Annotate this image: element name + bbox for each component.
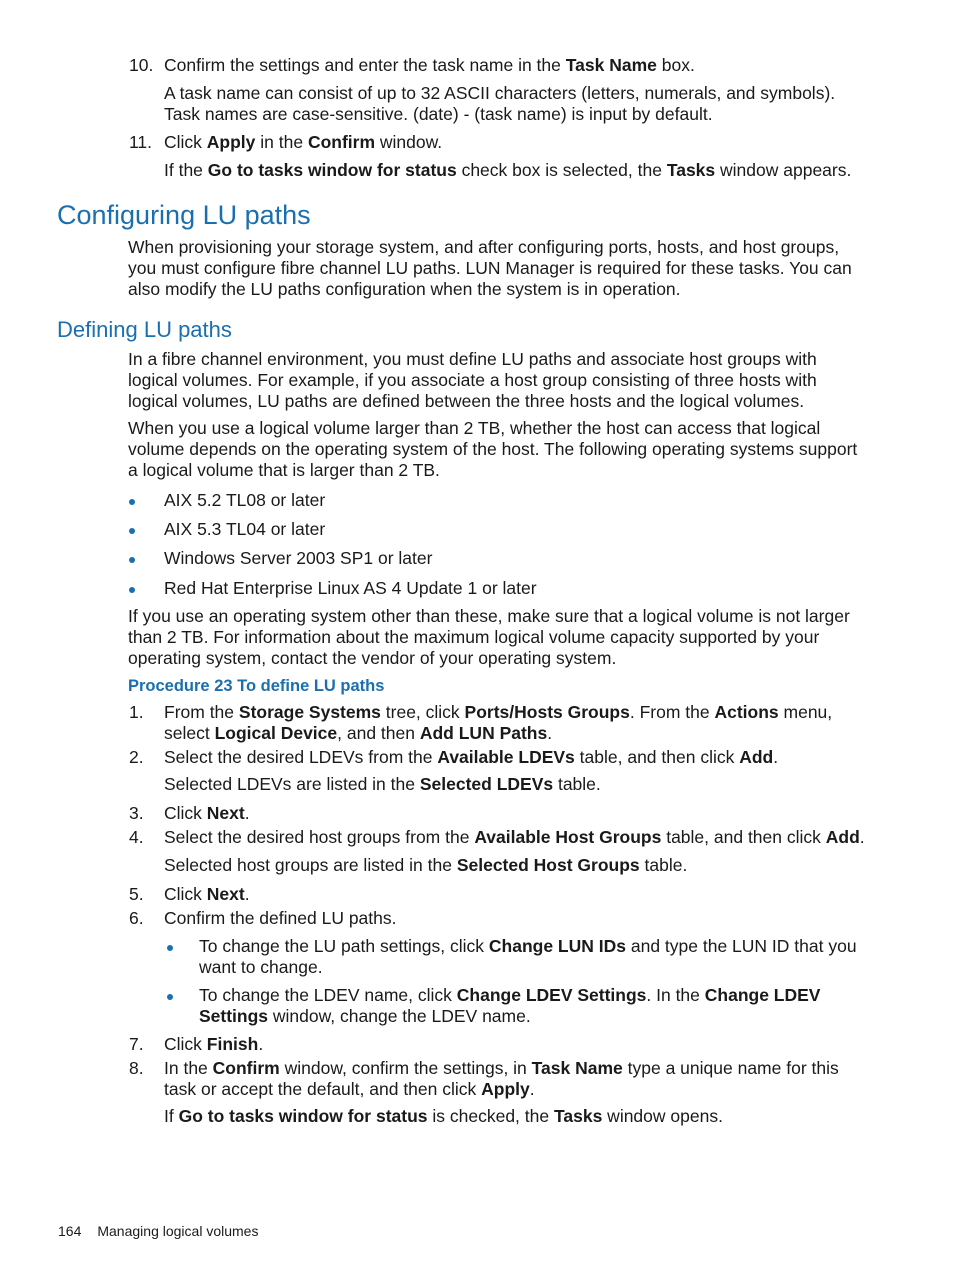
step-number: 6. bbox=[129, 908, 144, 928]
bullet-icon bbox=[129, 499, 135, 505]
subsection-heading: Defining LU paths bbox=[57, 317, 232, 342]
procedure-step-4-note: Selected host groups are listed in the Selected Host Groups table. bbox=[164, 855, 688, 875]
procedure-title: Procedure 23 To define LU paths bbox=[128, 677, 385, 695]
step-number: 2. bbox=[129, 747, 144, 767]
step-10-note: A task name can consist of up to 32 ASCII characters (letters, numerals, and symbols). Task names are case-sensitive. (date) - (task name) is input by default. bbox=[164, 83, 836, 124]
section-heading: Configuring LU paths bbox=[57, 200, 311, 230]
step-number: 7. bbox=[129, 1034, 144, 1054]
footer-section-title: Managing logical volumes bbox=[97, 1223, 259, 1239]
paragraph-2: When you use a logical volume larger than 2 TB, whether the host can access that logical volume depends on the operating system of the host. The following operating systems support a logical volume that is larger than 2 TB. bbox=[128, 418, 858, 480]
page-footer bbox=[58, 1222, 258, 1240]
step-number: 5. bbox=[129, 884, 144, 904]
bullet-icon bbox=[167, 945, 173, 951]
paragraph-3: If you use an operating system other than these, make sure that a logical volume is not larger than 2 TB. For information about the maximum logical volume capacity supported by your operating system, contact the vendor of your operating system. bbox=[128, 606, 850, 668]
paragraph-1: In a fibre channel environment, you must define LU paths and associate host groups with logical volumes. For example, if you associate a host group consisting of three hosts with logical volumes, LU paths are defined between the three hosts and the logical volumes. bbox=[128, 349, 817, 411]
step-number: 11. bbox=[129, 132, 153, 152]
bullet-icon bbox=[129, 557, 135, 563]
step-number: 4. bbox=[129, 827, 144, 847]
document-page: 10. Confirm the settings and enter the task name in the Task Name box. A task name can consist of up to 32 ASCII characters (letters, numerals, and symbols). Task names are case-sensitive. (date) - (task name) is input by default. 11. Click Apply in the Confirm window. If the Go to tasks window for status check box is selected, the Tasks window appears. Configuring LU paths When provisioning your storage system, and after configuring ports, hosts, and host groups, you must configure fibre channel LU paths. LUN Manager is required for these tasks. You can also modify the LU paths configuration when the system is in operation. Defining LU paths In a fibre channel environment, you must define LU paths and associate host groups with logical volumes. For example, if you associate a host group consisting of three hosts with logical volumes, LU paths are defined between the three hosts and the logical volumes. When you use a logical volume larger than 2 TB, whether the host can access that logical volume depends on the operating system of the host. The following operating systems support a logical volume that is larger than 2 TB. AIX 5.2 TL08 or later AIX 5.3 TL04 or later Windows Server 2003 SP1 or later Red Hat Enterprise Linux AS 4 Update 1 or later If you use an operating system other than these, make sure that a logical volume is not larger than 2 TB. For information about the maximum logical volume capacity supported by your operating system, contact the vendor of your operating system. Procedure 23 To define LU paths 1. From the Storage Systems tree, click Ports/Hosts Groups. From the Actions menu, select Logical Device, and then Add LUN Paths. 2. Select the desired LDEVs from the Available LDEVs table, and then click Add. Selected LDEVs are listed in the Selected LDEVs table. 3. Click Next. 4. Select the desired host groups from the Available Host Groups table, and then click Add. Selected host groups are listed in the Selected Host Groups table. 5. Click Next. 6. Confirm the defined LU paths. To change the LU path settings, click Change LUN IDs and type the LUN ID that you want to change. To change the LDEV name, click Change LDEV Settings. In the Change LDEV Settings window, change the LDEV name. 7. Click Finish. 8. In the Confirm window, confirm the settings, in Task Name type a unique name for this task or accept the default, and then click Apply. If Go to tasks window for status is checked, the Tasks window opens. 164 Managing logical volumes bbox=[0, 0, 954, 1271]
step-number: 8. bbox=[129, 1058, 144, 1078]
procedure-step-8-note: If Go to tasks window for status is checked, the Tasks window opens. bbox=[164, 1106, 723, 1126]
bullet-icon bbox=[129, 587, 135, 593]
step-number: 10. bbox=[129, 55, 154, 75]
page-number: 164 bbox=[58, 1223, 82, 1239]
section-intro: When provisioning your storage system, and after configuring ports, hosts, and host groups, you must configure fibre channel LU paths. LUN Manager is required for these tasks. You can also modify the LU paths configuration when the system is in operation. bbox=[128, 237, 852, 299]
step-11-note: If the Go to tasks window for status check box is selected, the Tasks window appears. bbox=[164, 160, 852, 180]
step-number: 3. bbox=[129, 803, 144, 823]
bullet-icon bbox=[167, 994, 173, 1000]
bullet-icon bbox=[129, 528, 135, 534]
procedure-step-2-note: Selected LDEVs are listed in the Selected LDEVs table. bbox=[164, 774, 601, 794]
step-number: 1. bbox=[129, 702, 144, 722]
